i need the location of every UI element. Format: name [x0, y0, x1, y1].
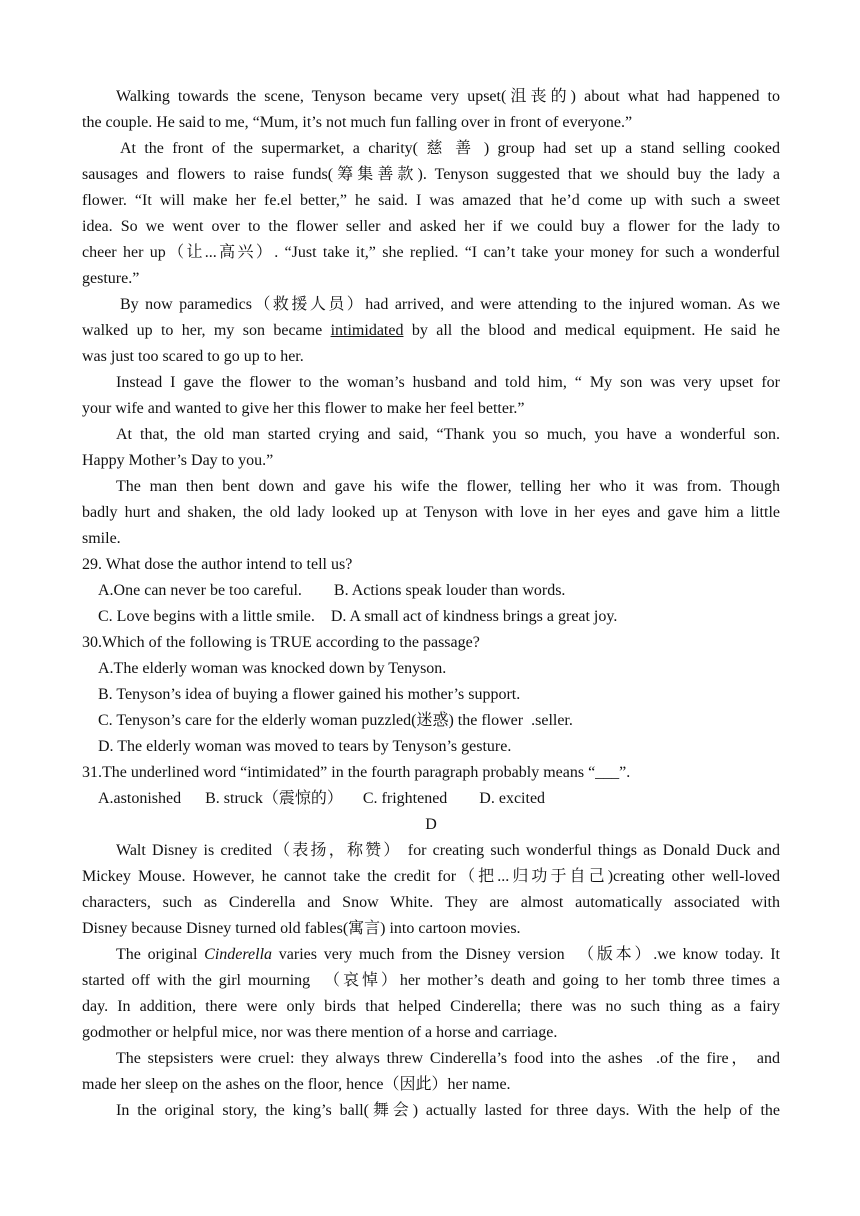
question-30-option-a: A.The elderly woman was knocked down by Tenyson.: [98, 660, 447, 677]
text-line: idea. So we went over to the flower seller and asked her if we could buy a flower for the lady to: [82, 218, 780, 235]
text-line: your wife and wanted to give her this flower to make her feel better.”: [82, 400, 525, 417]
question-29-options-cd: C. Love begins with a little smile. D. A small act of kindness brings a great joy.: [98, 608, 618, 625]
text-line: In the original story, the king’s ball(舞会) actually lasted for three days. With the help of the: [116, 1102, 780, 1119]
question-30-option-c: C. Tenyson’s care for the elderly woman puzzled(迷惑) the flower .seller.: [98, 712, 573, 729]
text-line: was just too scared to go up to her.: [82, 348, 304, 365]
text-line: gesture.”: [82, 270, 140, 287]
text-line: godmother or helpful mice, nor was there mention of a horse and carriage.: [82, 1024, 558, 1041]
text-line: By now paramedics（救援人员）had arrived, and were attending to the injured woman. As we: [120, 296, 780, 313]
question-31-options: A.astonished B. struck（震惊的） C. frightened D. excited: [98, 790, 546, 807]
text-line: started off with the girl mourning （哀悼）her mother’s death and going to her tomb three times a: [82, 972, 780, 989]
text-line: flower. “It will make her fe.el better,” he said. I was amazed that he’d come up with such a sweet: [82, 192, 780, 209]
question-30-option-b: B. Tenyson’s idea of buying a flower gained his mother’s support.: [98, 686, 521, 703]
question-29: 29. What dose the author intend to tell us?: [82, 556, 353, 573]
text-line: the couple. He said to me, “Mum, it’s not much fun falling over in front of everyone.”: [82, 114, 633, 131]
text-line: badly hurt and shaken, the old lady looked up at Tenyson with love in her eyes and gave him a little: [82, 504, 780, 521]
question-31: 31.The underlined word “intimidated” in the fourth paragraph probably means “___”.: [82, 764, 631, 781]
text-line: Happy Mother’s Day to you.”: [82, 452, 274, 469]
text-line: cheer her up（让...高兴）. “Just take it,” she replied. “I can’t take your money for such a wonderful: [82, 244, 780, 261]
text-line: smile.: [82, 530, 121, 547]
text-line: made her sleep on the ashes on the floor, hence（因此）her name.: [82, 1076, 511, 1093]
text-line: Mickey Mouse. However, he cannot take the credit for（把...归功于自己)creating other well-loved: [82, 868, 780, 885]
text-line: day. In addition, there were only birds that helped Cinderella; there was no such thing as a fairy: [82, 998, 780, 1015]
underlined-word: intimidated: [330, 322, 404, 339]
text-line: At that, the old man started crying and said, “Thank you so much, you have a wonderful son.: [116, 426, 780, 443]
text-line: The man then bent down and gave his wife the flower, telling her who it was from. Though: [116, 478, 780, 495]
document-body: [82, 84, 780, 1124]
text-line-underlined: walked up to her, my son became intimidated by all the blood and medical equipment. He said he: [82, 322, 781, 339]
question-30-option-d: D. The elderly woman was moved to tears by Tenyson’s gesture.: [98, 738, 512, 755]
text-line: Disney because Disney turned old fables(寓言) into cartoon movies.: [82, 920, 521, 937]
text-line: Walking towards the scene, Tenyson became very upset(沮丧的) about what had happened to: [116, 88, 780, 105]
italic-title: Cinderella: [204, 946, 273, 963]
question-30: 30.Which of the following is TRUE according to the passage?: [82, 634, 480, 651]
text-line: At the front of the supermarket, a charity( 慈 善 ) group had set up a stand selling cooked: [120, 140, 780, 157]
text-line: Walt Disney is credited（表扬，称赞） for creating such wonderful things as Donald Duck and: [116, 842, 780, 859]
text-line-italic: The original Cinderella varies very much from the Disney version （版本）.we know today. It: [116, 946, 780, 963]
text-line: The stepsisters were cruel: they always threw Cinderella’s food into the ashes .of the fire， and: [116, 1050, 780, 1067]
text-line: Instead I gave the flower to the woman’s husband and told him, “ My son was very upset for: [116, 374, 780, 391]
question-29-options-ab: A.One can never be too careful. B. Actions speak louder than words.: [98, 582, 566, 599]
text-line: characters, such as Cinderella and Snow White. They are almost automatically associated with: [82, 894, 780, 911]
text-line: sausages and flowers to raise funds(筹集善款). Tenyson suggested that we should buy the lady a: [82, 166, 780, 183]
section-heading: D: [425, 816, 437, 833]
